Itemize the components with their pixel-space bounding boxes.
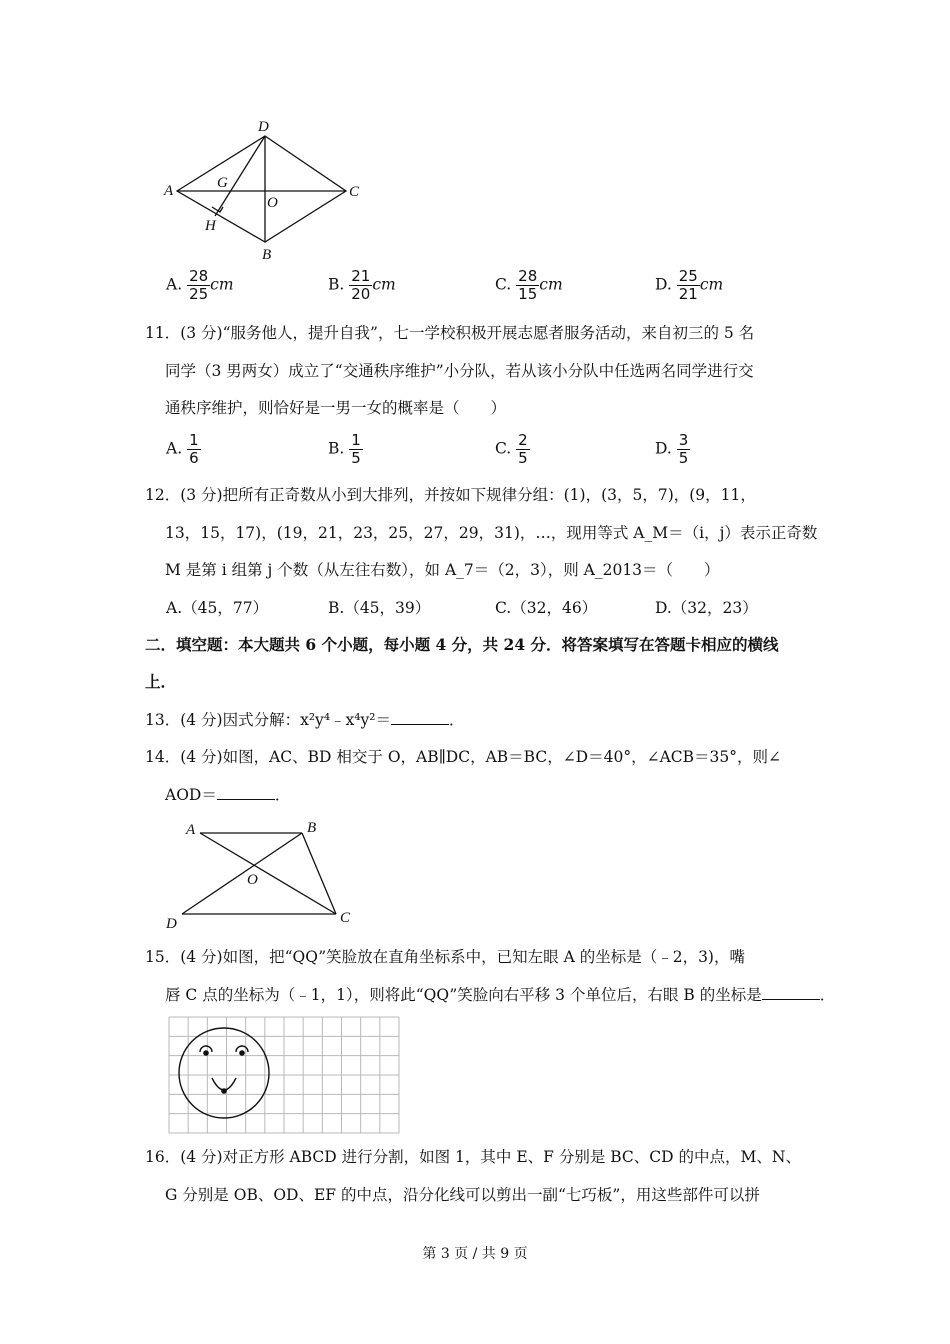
q12-line-3: M 是第 i 组第 j 个数（从左往右数），如 A_7＝（2，3），则 A_2013＝（ ） [165,561,720,579]
q14-line-1: 14．(4 分)如图，AC、BD 相交于 O，AB∥DC，AB＝BC，∠D＝40°，∠ACB＝35°，则∠ [145,748,781,766]
fraction: $\frac{28}{15}$ [518,267,538,303]
q11-option-a: A. $\frac{1}{6}$ [166,431,199,467]
section-2-heading-cont: 上． [145,672,177,691]
q11-line-1: 11．(3 分)“服务他人，提升自我”，七一学校积极开展志愿者服务活动，来自初三的 5 名 [145,324,755,342]
fraction: $\frac{3}{5}$ [678,431,689,467]
q10-option-d: D. $\frac{25}{21}$ cm [655,267,724,303]
q10-option-a: A. $\frac{28}{25}$ cm [166,267,234,303]
q14-trapezoid-figure [160,815,360,930]
q10-option-c: C. $\frac{28}{15}$ cm [495,267,563,303]
q15-line-2: 唇 C 点的坐标为（﹣1，1），则将此“QQ”笑脸向右平移 3 个单位后，右眼 B 的坐标是 ． [165,986,836,1004]
q11-option-b: B. $\frac{1}{5}$ [328,431,361,467]
q13-line: 13．(4 分)因式分解：x²y⁴﹣x⁴y²＝ ． [145,711,465,729]
label-D: D [166,916,177,930]
q12-option-d: D.（32，23） [655,599,758,617]
q12-option-b: B.（45，39） [328,599,431,617]
q12-line-1: 12．(3 分)把所有正奇数从小到大排列，并按如下规律分组：(1)，(3，5，7)，(9，11， [145,486,756,504]
label-H: H [205,218,216,234]
q10-option-b: B. $\frac{21}{20}$ cm [328,267,396,303]
fraction: $\frac{1}{6}$ [189,431,199,467]
answer-blank [762,985,820,1000]
q11-option-d: D. $\frac{3}{5}$ [655,431,689,467]
q15-smiley-grid-figure [168,1016,400,1134]
q10-rhombus-figure [160,115,370,265]
q12-option-c: C.（32，46） [495,599,598,617]
page-footer: 第 3 页 / 共 9 页 [422,1246,528,1262]
answer-blank [391,710,449,725]
label-O: O [247,872,258,888]
label-G: G [217,175,228,191]
label-A: A [186,822,196,838]
answer-blank [217,785,275,800]
q11-line-2: 同学（3 男两女）成立了“交通秩序维护”小分队，若从该小分队中任选两名同学进行交 [165,362,754,380]
section-2-heading: 二．填空题：本大题共 6 个小题，每小题 4 分，共 24 分．将答案填写在答题卡相应的横线 [145,635,779,654]
label-D: D [258,119,269,135]
q16-line-1: 16．(4 分)对正方形 ABCD 进行分割，如图 1，其中 E、F 分别是 BC、CD 的中点，M、N、 [145,1148,801,1166]
q11-line-3: 通秩序维护，则恰好是一男一女的概率是（ ） [165,399,507,417]
label-C: C [340,910,351,926]
q12-option-a: A.（45，77） [166,599,269,617]
q14-line-2: AOD＝ ． [165,786,291,804]
fraction: $\frac{1}{5}$ [351,431,361,467]
fraction: $\frac{25}{21}$ [678,267,698,303]
fraction: $\frac{28}{25}$ [189,267,209,303]
label-C: C [349,184,360,200]
label-O: O [267,195,278,211]
q16-line-2: G 分别是 OB、OD、EF 的中点，沿分化线可以剪出一副“七巧板”，用这些部件可以拼 [165,1186,760,1204]
q12-line-2: 13，15，17)，(19，21，23，25，27，29，31)，…，现用等式 A_M＝（i，j）表示正奇数 [165,524,818,542]
fraction: $\frac{21}{20}$ [351,267,371,303]
q15-line-1: 15．(4 分)如图，把“QQ”笑脸放在直角坐标系中，已知左眼 A 的坐标是（﹣2，3)，嘴 [145,948,745,966]
label-B: B [307,820,317,836]
fraction: $\frac{2}{5}$ [518,431,528,467]
label-A: A [164,183,174,199]
q11-option-c: C. $\frac{2}{5}$ [495,431,528,467]
label-B: B [262,247,272,263]
